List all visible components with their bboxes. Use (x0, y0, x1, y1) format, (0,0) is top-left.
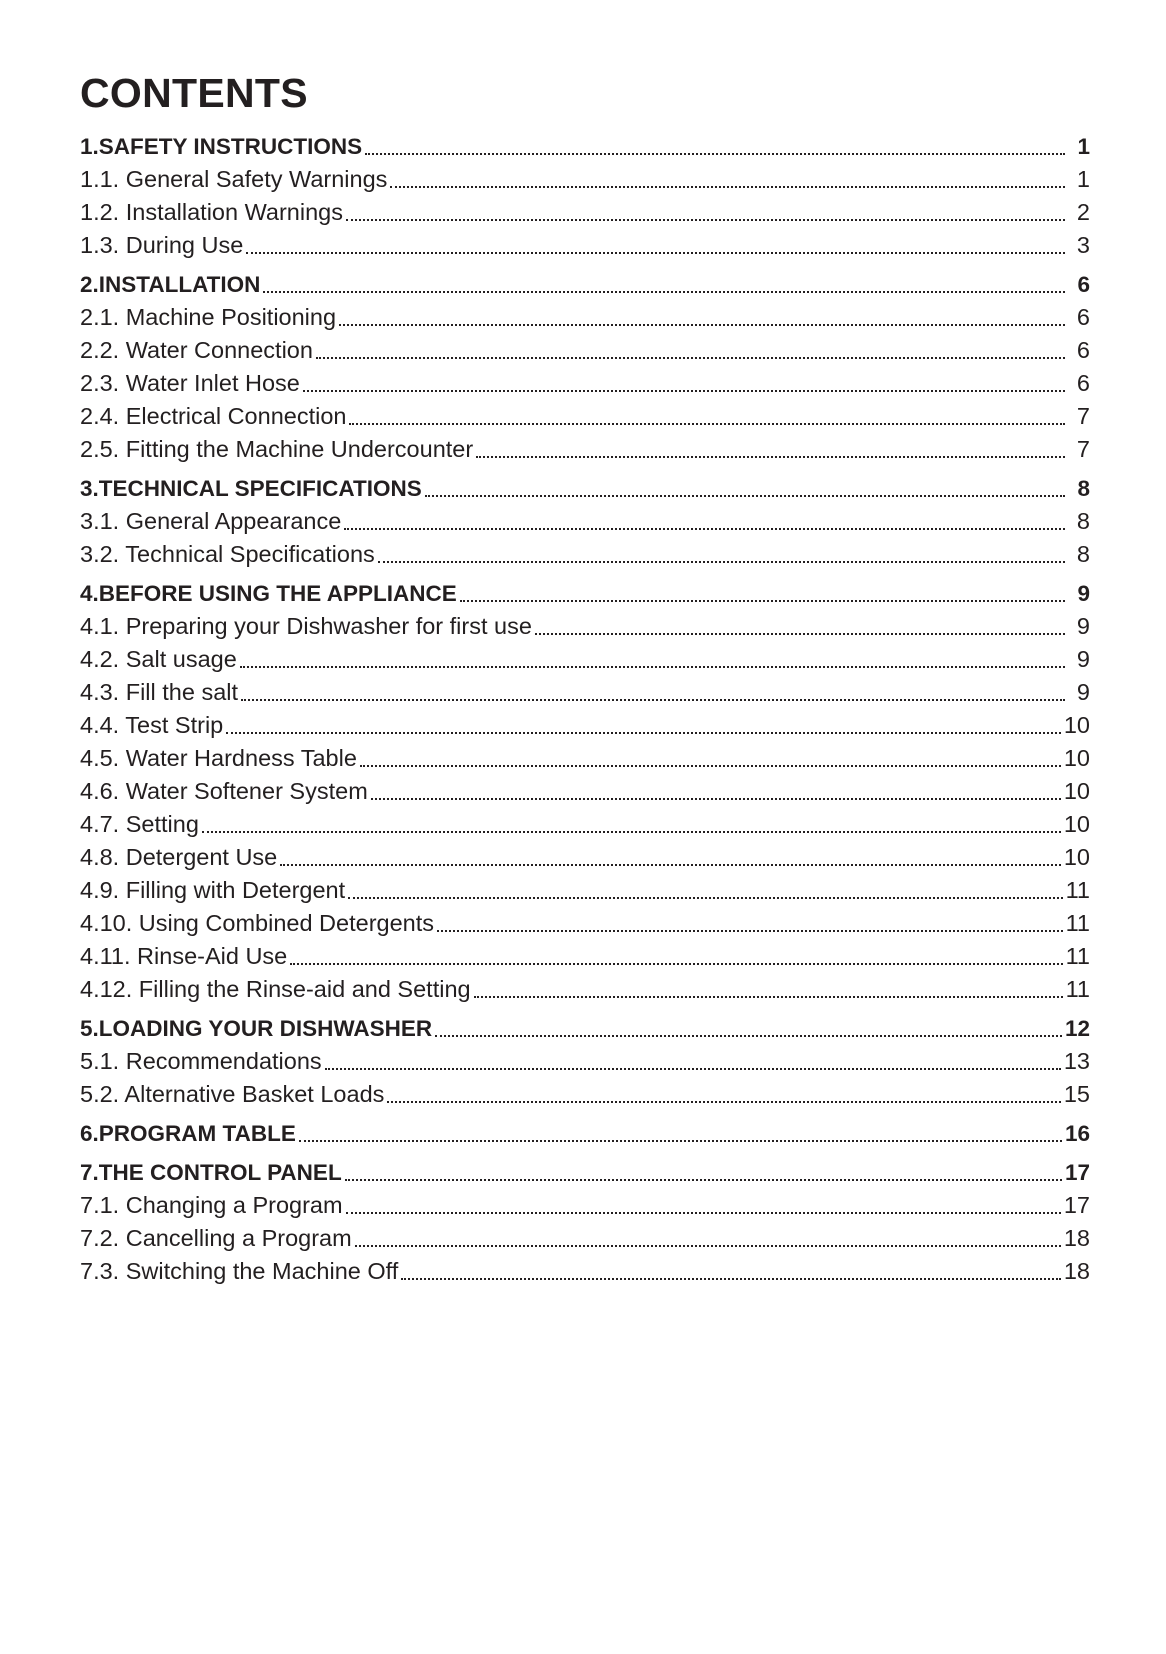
toc-page-number: 11 (1065, 910, 1090, 936)
toc-label: 2.5. Fitting the Machine Undercounter (80, 436, 474, 462)
toc-label: 3.TECHNICAL SPECIFICATIONS (80, 476, 422, 501)
toc-entry-3-2[interactable] (80, 538, 1090, 571)
dot-leader (344, 512, 1065, 532)
toc-label: 4.BEFORE USING THE APPLIANCE (80, 581, 457, 606)
dot-leader (401, 1262, 1061, 1282)
toc-page-number: 9 (1076, 646, 1090, 672)
dot-leader (365, 137, 1065, 157)
toc-entry-1-3[interactable] (80, 229, 1090, 262)
toc-entry-5-1[interactable] (80, 1045, 1090, 1078)
toc-entry-4-10[interactable] (80, 907, 1090, 940)
toc-page-number: 10 (1063, 712, 1090, 738)
toc-label: 4.1. Preparing your Dishwasher for first use (80, 613, 532, 639)
toc-label: 7.THE CONTROL PANEL (80, 1160, 342, 1185)
dot-leader (240, 650, 1065, 670)
dot-leader (325, 1052, 1061, 1072)
toc-entry-4-9[interactable] (80, 874, 1090, 907)
toc-page-number: 6 (1076, 370, 1090, 396)
toc-page-number: 12 (1064, 1016, 1090, 1041)
dot-leader (535, 617, 1065, 637)
dot-leader (435, 1019, 1062, 1039)
dot-leader (349, 407, 1065, 427)
toc-page-number: 17 (1064, 1160, 1090, 1185)
toc-section-7[interactable] (80, 1156, 1090, 1189)
toc-page-number: 8 (1076, 508, 1090, 534)
toc-page-number: 10 (1063, 844, 1090, 870)
dot-leader (476, 440, 1065, 460)
toc-label: 6.PROGRAM TABLE (80, 1121, 296, 1146)
toc-entry-4-5[interactable] (80, 742, 1090, 775)
toc-label: 7.3. Switching the Machine Off (80, 1258, 399, 1284)
toc-page-number: 2 (1076, 199, 1090, 225)
toc-entry-4-3[interactable] (80, 676, 1090, 709)
toc-section-5[interactable] (80, 1012, 1090, 1045)
dot-leader (346, 1196, 1061, 1216)
toc-label: 2.2. Water Connection (80, 337, 313, 363)
contents-page (80, 68, 1090, 1288)
dot-leader (460, 584, 1065, 604)
toc-label: 5.2. Alternative Basket Loads (80, 1081, 385, 1107)
toc-entry-4-4[interactable] (80, 709, 1090, 742)
toc-entry-3-1[interactable] (80, 505, 1090, 538)
toc-page-number: 11 (1065, 943, 1090, 969)
toc-label: 4.12. Filling the Rinse-aid and Setting (80, 976, 471, 1002)
toc-page-number: 6 (1076, 304, 1090, 330)
toc-page-number: 16 (1064, 1121, 1090, 1146)
toc-page-number: 13 (1063, 1048, 1090, 1074)
toc-page-number: 10 (1063, 811, 1090, 837)
toc-section-4[interactable] (80, 577, 1090, 610)
toc-page-number: 7 (1076, 436, 1090, 462)
toc-page-number: 10 (1063, 778, 1090, 804)
toc-label: 2.3. Water Inlet Hose (80, 370, 300, 396)
toc-label: 7.2. Cancelling a Program (80, 1225, 352, 1251)
toc-label: 5.LOADING YOUR DISHWASHER (80, 1016, 433, 1041)
toc-entry-4-1[interactable] (80, 610, 1090, 643)
toc-page-number: 1 (1077, 134, 1090, 159)
toc-entry-4-8[interactable] (80, 841, 1090, 874)
toc-label: 7.1. Changing a Program (80, 1192, 343, 1218)
toc-label: 4.10. Using Combined Detergents (80, 910, 435, 936)
toc-label: 4.5. Water Hardness Table (80, 745, 357, 771)
toc-label: 4.3. Fill the salt (80, 679, 239, 705)
toc-entry-4-12[interactable] (80, 973, 1090, 1006)
toc-page-number: 7 (1076, 403, 1090, 429)
toc-entry-1-1[interactable] (80, 163, 1090, 196)
dot-leader (348, 881, 1062, 901)
toc-entry-5-2[interactable] (80, 1078, 1090, 1111)
dot-leader (355, 1229, 1061, 1249)
toc-page-number: 18 (1063, 1225, 1090, 1251)
toc-page-number: 8 (1077, 476, 1090, 501)
toc-page-number: 1 (1076, 166, 1090, 192)
toc-label: 4.4. Test Strip (80, 712, 224, 738)
dot-leader (299, 1124, 1062, 1144)
toc-page-number: 8 (1076, 541, 1090, 567)
dot-leader (425, 479, 1065, 499)
toc-label: 4.11. Rinse-Aid Use (80, 943, 288, 969)
toc-page-number: 6 (1076, 337, 1090, 363)
dot-leader (226, 716, 1061, 736)
toc-label: 1.2. Installation Warnings (80, 199, 343, 225)
toc-label: 4.2. Salt usage (80, 646, 237, 672)
toc-entry-7-1[interactable] (80, 1189, 1090, 1222)
toc-page-number: 10 (1063, 745, 1090, 771)
toc-page-number: 6 (1077, 272, 1090, 297)
toc-label: 4.7. Setting (80, 811, 199, 837)
toc-entry-2-4[interactable] (80, 400, 1090, 433)
dot-leader (371, 782, 1061, 802)
dot-leader (360, 749, 1061, 769)
toc-page-number: 9 (1077, 581, 1090, 606)
toc-entry-2-1[interactable] (80, 301, 1090, 334)
toc-label: 1.3. During Use (80, 232, 244, 258)
toc-page-number: 11 (1065, 976, 1090, 1002)
dot-leader (263, 275, 1065, 295)
dot-leader (290, 947, 1062, 967)
toc-label: 1.SAFETY INSTRUCTIONS (80, 134, 363, 159)
toc-entry-4-7[interactable] (80, 808, 1090, 841)
dot-leader (346, 203, 1065, 223)
toc-section-1[interactable] (80, 130, 1090, 163)
dot-leader (378, 545, 1065, 565)
toc-label: 4.6. Water Softener System (80, 778, 368, 804)
toc-label: 4.9. Filling with Detergent (80, 877, 346, 903)
toc-page-number: 3 (1076, 232, 1090, 258)
dot-leader (437, 914, 1063, 934)
toc-entry-2-5[interactable] (80, 433, 1090, 466)
toc-section-2[interactable] (80, 268, 1090, 301)
dot-leader (280, 848, 1061, 868)
toc-page-number: 18 (1063, 1258, 1090, 1284)
toc-entry-2-2[interactable] (80, 334, 1090, 367)
toc-label: 5.1. Recommendations (80, 1048, 322, 1074)
dot-leader (390, 170, 1065, 190)
toc-entry-7-2[interactable] (80, 1222, 1090, 1255)
toc-entry-4-6[interactable] (80, 775, 1090, 808)
toc-entry-2-3[interactable] (80, 367, 1090, 400)
toc-label: 3.1. General Appearance (80, 508, 342, 534)
toc-section-3[interactable] (80, 472, 1090, 505)
toc-page-number: 15 (1063, 1081, 1090, 1107)
dot-leader (316, 341, 1065, 361)
toc-label: 3.2. Technical Specifications (80, 541, 375, 567)
toc-label: 2.4. Electrical Connection (80, 403, 347, 429)
toc-entry-4-11[interactable] (80, 940, 1090, 973)
toc-page-number: 17 (1063, 1192, 1090, 1218)
toc-page-number: 9 (1076, 613, 1090, 639)
toc-entry-1-2[interactable] (80, 196, 1090, 229)
dot-leader (202, 815, 1061, 835)
toc-label: 4.8. Detergent Use (80, 844, 278, 870)
toc-label: 2.INSTALLATION (80, 272, 261, 297)
toc-label: 1.1. General Safety Warnings (80, 166, 388, 192)
table-of-contents (80, 130, 1090, 1288)
dot-leader (339, 308, 1065, 328)
page-title: CONTENTS (80, 70, 308, 116)
toc-entry-4-2[interactable] (80, 643, 1090, 676)
dot-leader (241, 683, 1065, 703)
dot-leader (474, 980, 1063, 1000)
toc-section-6[interactable] (80, 1117, 1090, 1150)
dot-leader (303, 374, 1065, 394)
toc-entry-7-3[interactable] (80, 1255, 1090, 1288)
toc-page-number: 11 (1065, 877, 1090, 903)
toc-label: 2.1. Machine Positioning (80, 304, 337, 330)
dot-leader (246, 236, 1065, 256)
dot-leader (345, 1163, 1062, 1183)
dot-leader (387, 1085, 1060, 1105)
toc-page-number: 9 (1076, 679, 1090, 705)
